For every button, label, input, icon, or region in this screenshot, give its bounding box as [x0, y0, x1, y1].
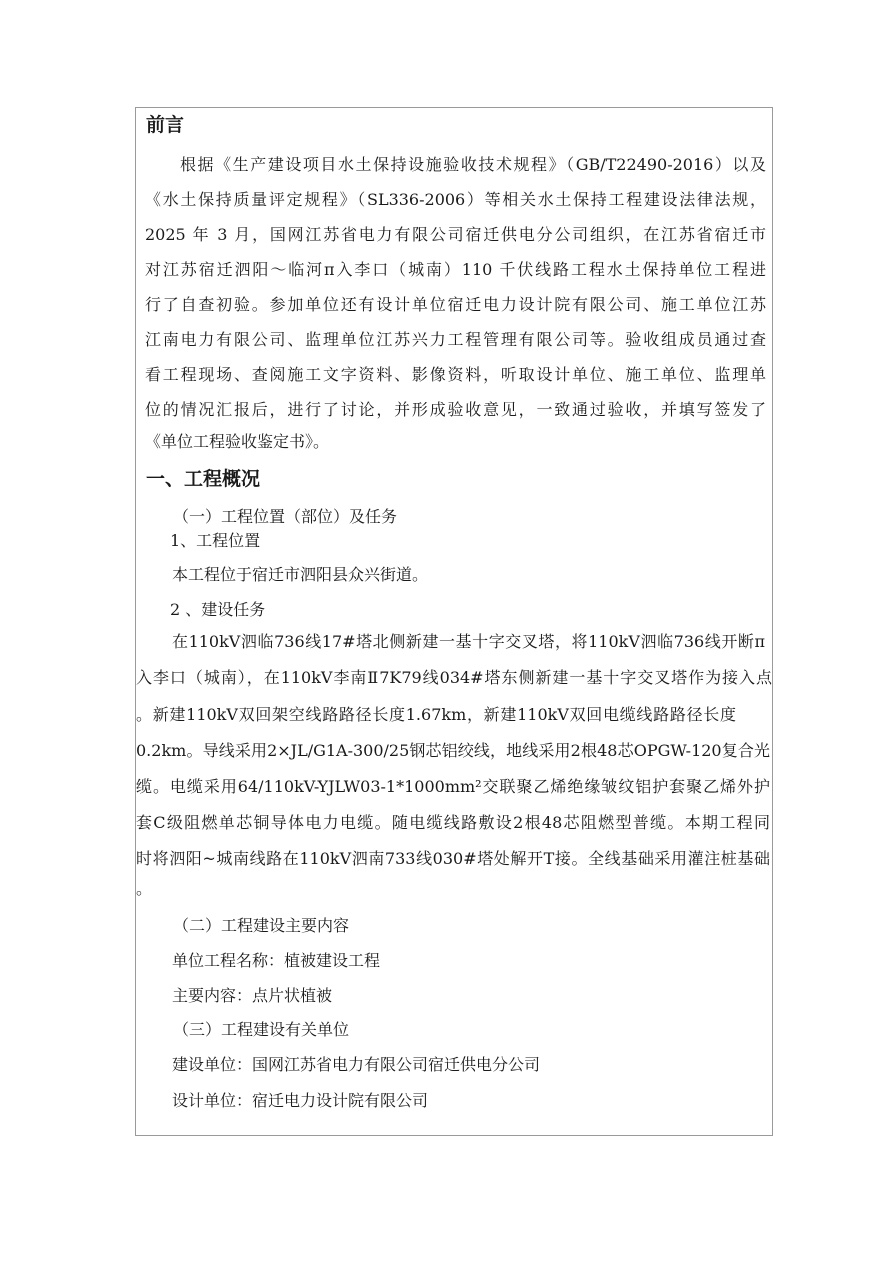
- preface-line-4: 对江苏宿迁泗阳～临河π入李口（城南）110 千伏线路工程水土保持单位工程进: [145, 260, 766, 279]
- task-line-1: 在110kV泗临736线17#塔北侧新建一基十字交叉塔，将110kV泗临736线开断π: [172, 632, 765, 651]
- preface-line-5: 行了自查初验。参加单位还有设计单位宿迁电力设计院有限公司、施工单位江苏: [145, 295, 766, 314]
- task-line-3: 。新建110kV双回架空线路路径长度1.67km，新建110kV双回电缆线路路径长度: [136, 705, 736, 724]
- task-line-2: 入李口（城南），在110kV李南Ⅱ7K79线034#塔东侧新建一基十字交叉塔作为接入点: [136, 668, 772, 687]
- location-title: 1、工程位置: [170, 531, 261, 550]
- task-line-5: 缆。电缆采用64/110kV-YJLW03-1*1000mm²交联聚乙烯绝缘皱纹铝护套聚乙烯外护: [136, 777, 770, 796]
- task-line-8: 。: [136, 879, 153, 898]
- design-unit: 设计单位：宿迁电力设计院有限公司: [172, 1091, 429, 1110]
- construction-unit: 建设单位：国网江苏省电力有限公司宿迁供电分公司: [172, 1055, 541, 1074]
- section-1-title: 一、工程概况: [146, 468, 261, 490]
- task-line-4: 0.2km。导线采用2×JL/G1A-300/25钢芯铝绞线，地线采用2根48芯OPGW-120复合光: [136, 741, 770, 760]
- unit-project-name: 单位工程名称：植被建设工程: [172, 951, 381, 970]
- subsection-3-title: （三）工程建设有关单位: [173, 1020, 350, 1039]
- task-title: 2 、建设任务: [170, 600, 266, 619]
- location-text: 本工程位于宿迁市泗阳县众兴街道。: [172, 565, 429, 584]
- subsection-2-title: （二）工程建设主要内容: [173, 916, 350, 935]
- subsection-1-title: （一）工程位置（部位）及任务: [173, 507, 398, 526]
- main-content: 主要内容：点片状植被: [172, 986, 333, 1005]
- preface-line-9: 《单位工程验收鉴定书》。: [145, 432, 330, 451]
- preface-line-7: 看工程现场、查阅施工文字资料、影像资料，听取设计单位、施工单位、监理单: [145, 365, 766, 384]
- preface-line-2: 《水土保持质量评定规程》（SL336-2006）等相关水土保持工程建设法律法规，: [145, 190, 766, 209]
- preface-line-6: 江南电力有限公司、监理单位江苏兴力工程管理有限公司等。验收组成员通过查: [145, 330, 766, 349]
- task-line-6: 套C级阻燃单芯铜导体电力电缆。随电缆线路敷设2根48芯阻燃型普缆。本期工程同: [136, 813, 770, 832]
- preface-line-1: 根据《生产建设项目水土保持设施验收技术规程》（GB/T22490-2016）以及: [180, 155, 766, 174]
- preface-title: 前言: [146, 114, 185, 136]
- preface-line-3: 2025 年 3 月，国网江苏省电力有限公司宿迁供电分公司组织，在江苏省宿迁市: [145, 225, 766, 244]
- task-line-7: 时将泗阳~城南线路在110kV泗南733线030#塔处解开T接。全线基础采用灌注桩基础: [136, 849, 770, 868]
- preface-line-8: 位的情况汇报后，进行了讨论，并形成验收意见，一致通过验收，并填写签发了: [145, 400, 766, 419]
